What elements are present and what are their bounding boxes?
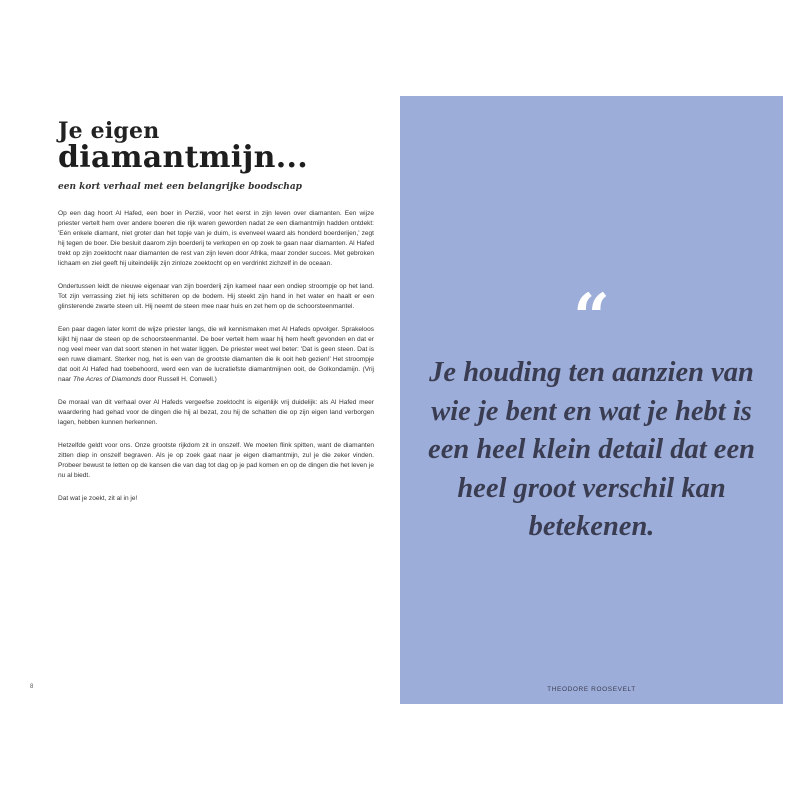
quote-mark-icon: “: [573, 280, 610, 355]
quote-text: Je houding ten aanzien van wie je bent en wat je hebt is een heel klein detail dat een heel groot verschil kan betekenen.: [428, 357, 755, 542]
quote-author: THEODORE ROOSEVELT: [547, 686, 636, 693]
title-line-1: Je eigen: [58, 118, 160, 144]
story-paragraph: Op een dag hoort Al Hafed, een boer in Perzië, voor het eerst in zijn leven over diamanten. Een wijze priester vertelt hem over andere boeren die rijk waren geworden nadat ze een diamantmijn hadden ontdekt: 'Eén enkele diamant, niet groter dan het topje van je duim, is evenveel waard als honderd boerderijen,' zegt hij tegen de boer. Die besluit daarom zijn boerderij te verkopen en op zoek te gaan naar diamanten. Al Hafed trekt op zijn zoektocht naar diamanten de rest van zijn leven door Afrika, maar zonder succes. Met gebroken lichaam en ziel geeft hij uiteindelijk zijn zinloze zoektocht op en verdrinkt zichzelf in de oceaan.: [58, 210, 374, 267]
story-paragraph: Ondertussen leidt de nieuwe eigenaar van zijn boerderij zijn kameel naar een ondiep stroompje op het land. Tot zijn verrassing ziet hij iets schitteren op de bodem. Hij steekt zijn hand in het water en haalt er een glinsterende zwarte steen uit. Hij neemt de steen mee naar huis en zet hem op de schoorsteenmantel.: [58, 283, 374, 310]
story-paragraph: Hetzelfde geldt voor ons. Onze grootste rijkdom zit in onszelf. We moeten flink spitten, want de diamanten zitten diep in onszelf begraven. Als je op zoek gaat naar je eigen diamantmijn, zul je die zeker vinden. Probeer bewust te letten op de kansen die van dag tot dag op je pad komen en op de dingen die het leven je nu al biedt.: [58, 442, 374, 479]
title-line-2: diamantmijn...: [58, 140, 309, 175]
subtitle: een kort verhaal met een belangrijke boodschap: [58, 182, 302, 192]
quote-panel: [400, 96, 783, 704]
page-number: 8: [30, 684, 34, 690]
story-paragraph: Een paar dagen later komt de wijze priester langs, die wil kennismaken met Al Hafeds opvolger. Sprakeloos kijkt hij naar de steen op de schoorsteenmantel. De boer vertelt hem waar hij hem heeft gevonden en dat er nog veel meer van dat soort stenen in het water liggen. De priester weet wel beter: 'Dat is geen steen. Dat is een ruwe diamant. Sterker nog, het is een van de grootste diamanten die ik ooit heb gezien!' Het stroompje dat ooit Al Hafed had toebehoord, werd een van de lucratiefste diamantmijnen ooit, de Golkondamijn. (Vrij naar The Acres of Diamonds door Russell H. Conwell.): [58, 326, 374, 383]
story-paragraph: De moraal van dit verhaal over Al Hafeds vergeefse zoektocht is eigenlijk vrij duidelijk: als Al Hafed meer waardering had gehad voor de dingen die hij al bezat, zou hij de schatten die op zijn eigen land verborgen lagen, hebben kunnen herkennen.: [58, 399, 374, 426]
story-body: [58, 209, 374, 517]
story-paragraph-closing: Dat wat je zoekt, zit al in je!: [58, 495, 138, 502]
